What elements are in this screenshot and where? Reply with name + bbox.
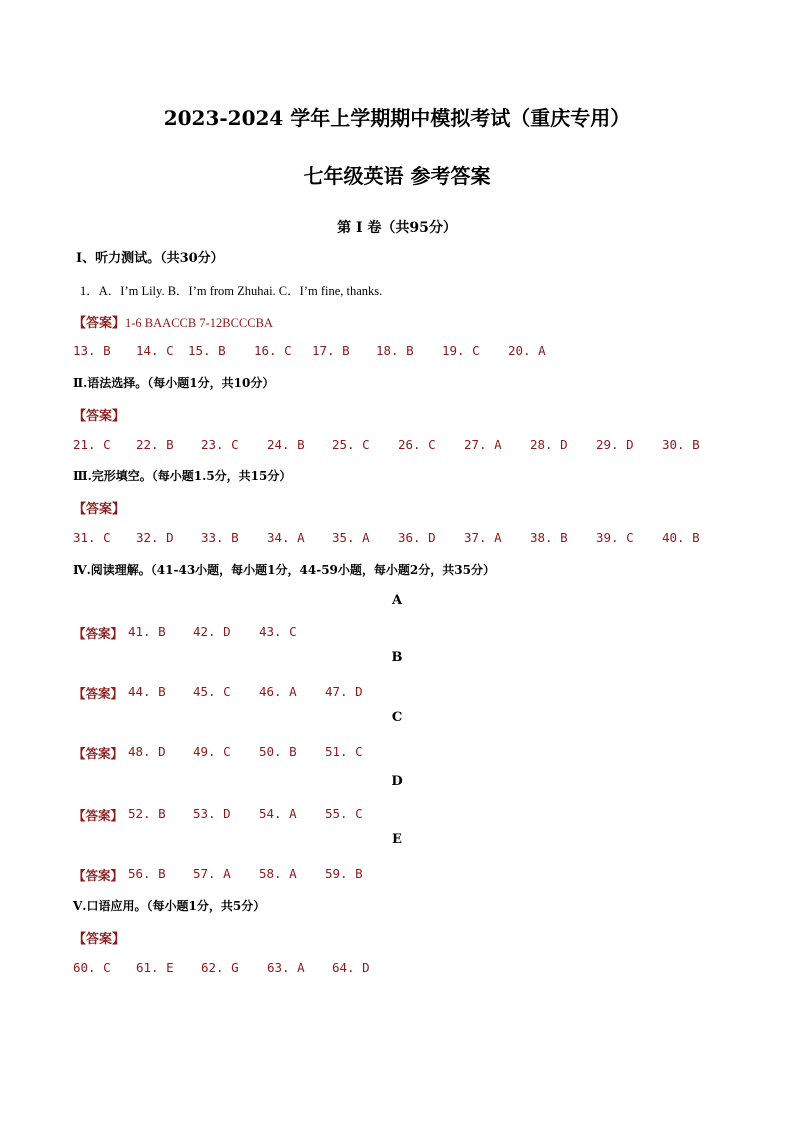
part1-question1: 1．A．I’m Lily. B．I’m from Zhuhai. C．I’m fine, thanks. bbox=[80, 284, 383, 298]
answer-item: 50. B bbox=[259, 744, 297, 759]
part2-heading: Ⅱ.语法选择。（每小题1分，共10分） bbox=[73, 376, 275, 390]
answer-item: 38. B bbox=[530, 530, 568, 545]
answer-item: 19. C bbox=[442, 343, 480, 358]
answer-item: 18. B bbox=[376, 343, 414, 358]
answer-item: 41. B bbox=[128, 624, 166, 639]
answer-label: 【答案】 bbox=[73, 868, 124, 883]
answer-item: 14. C bbox=[136, 343, 174, 358]
answer-item: 55. C bbox=[325, 806, 363, 821]
part3-heading: Ⅲ.完形填空。（每小题1.5分，共15分） bbox=[73, 469, 292, 483]
answer-item: 20. A bbox=[508, 343, 546, 358]
volume-heading: 第 I 卷（共95分） bbox=[337, 220, 457, 236]
answer-item: 45. C bbox=[193, 684, 231, 699]
answer-label: 【答案】 bbox=[73, 746, 124, 761]
answer-item: 42. D bbox=[193, 624, 231, 639]
answer-item: 36. D bbox=[398, 530, 436, 545]
passage-letter: D bbox=[391, 774, 403, 789]
part3-answer-row bbox=[0, 530, 794, 550]
answer-item: 35. A bbox=[332, 530, 370, 545]
answer-item: 62. G bbox=[201, 960, 239, 975]
answer-item: 53. D bbox=[193, 806, 231, 821]
answer-item: 59. B bbox=[325, 866, 363, 881]
answer-item: 26. C bbox=[398, 437, 436, 452]
passage-letter: A bbox=[391, 593, 403, 608]
answer-item: 23. C bbox=[201, 437, 239, 452]
part5-answer-row bbox=[0, 960, 794, 980]
answer-item: 57. A bbox=[193, 866, 231, 881]
answer-item: 24. B bbox=[267, 437, 305, 452]
document-title: 2023-2024 学年上学期期中模拟考试（重庆专用） bbox=[163, 106, 631, 130]
answer-item: 48. D bbox=[128, 744, 166, 759]
answer-item: 54. A bbox=[259, 806, 297, 821]
part5-heading: Ⅴ.口语应用。（每小题1分，共5分） bbox=[73, 899, 266, 913]
answer-item: 34. A bbox=[267, 530, 305, 545]
answer-item: 56. B bbox=[128, 866, 166, 881]
answer-item: 21. C bbox=[73, 437, 111, 452]
answer-item: 64. D bbox=[332, 960, 370, 975]
answer-item: 13. B bbox=[73, 343, 111, 358]
answer-item: 37. A bbox=[464, 530, 502, 545]
answer-item: 27. A bbox=[464, 437, 502, 452]
passage-a-answer-row bbox=[0, 624, 794, 644]
answer-item: 43. C bbox=[259, 624, 297, 639]
part1-answer-line bbox=[73, 312, 273, 331]
part1-answer-text: 1-6 BAACCB 7-12BCCCBA bbox=[125, 316, 273, 330]
passage-letter: B bbox=[391, 650, 403, 665]
answer-label: 【答案】 bbox=[73, 808, 124, 823]
passage-b-answer-row bbox=[0, 684, 794, 704]
answer-label: 【答案】 bbox=[73, 409, 126, 424]
answer-item: 58. A bbox=[259, 866, 297, 881]
part1-heading: Ⅰ、听力测试。（共30分） bbox=[76, 251, 224, 266]
answer-item: 32. D bbox=[136, 530, 174, 545]
answer-item: 39. C bbox=[596, 530, 634, 545]
answer-item: 40. B bbox=[662, 530, 700, 545]
part2-answer-row bbox=[0, 437, 794, 457]
answer-item: 61. E bbox=[136, 960, 174, 975]
passage-d-answer-row bbox=[0, 806, 794, 826]
passage-c-answer-row bbox=[0, 744, 794, 764]
document-subtitle: 七年级英语 参考答案 bbox=[303, 164, 491, 188]
answer-label: 【答案】 bbox=[73, 502, 126, 517]
answer-item: 33. B bbox=[201, 530, 239, 545]
answer-item: 25. C bbox=[332, 437, 370, 452]
answer-item: 29. D bbox=[596, 437, 634, 452]
answer-label: 【答案】 bbox=[73, 932, 126, 947]
answer-label: 【答案】 bbox=[73, 626, 124, 641]
answer-item: 22. B bbox=[136, 437, 174, 452]
answer-label: 【答案】 bbox=[73, 316, 126, 331]
part1-answer-row bbox=[0, 343, 794, 363]
answer-item: 30. B bbox=[662, 437, 700, 452]
answer-item: 60. C bbox=[73, 960, 111, 975]
answer-item: 49. C bbox=[193, 744, 231, 759]
passage-letter: E bbox=[392, 832, 402, 847]
passage-letter: C bbox=[391, 710, 403, 725]
answer-item: 47. D bbox=[325, 684, 363, 699]
answer-item: 51. C bbox=[325, 744, 363, 759]
answer-item: 31. C bbox=[73, 530, 111, 545]
answer-item: 44. B bbox=[128, 684, 166, 699]
answer-item: 28. D bbox=[530, 437, 568, 452]
part4-heading: Ⅳ.阅读理解。（41-43小题，每小题1分，44-59小题，每小题2分，共35分） bbox=[73, 563, 495, 577]
answer-item: 16. C bbox=[254, 343, 292, 358]
answer-item: 15. B bbox=[188, 343, 226, 358]
answer-item: 46. A bbox=[259, 684, 297, 699]
passage-e-answer-row bbox=[0, 866, 794, 886]
answer-item: 17. B bbox=[312, 343, 350, 358]
answer-item: 52. B bbox=[128, 806, 166, 821]
answer-item: 63. A bbox=[267, 960, 305, 975]
answer-label: 【答案】 bbox=[73, 686, 124, 701]
